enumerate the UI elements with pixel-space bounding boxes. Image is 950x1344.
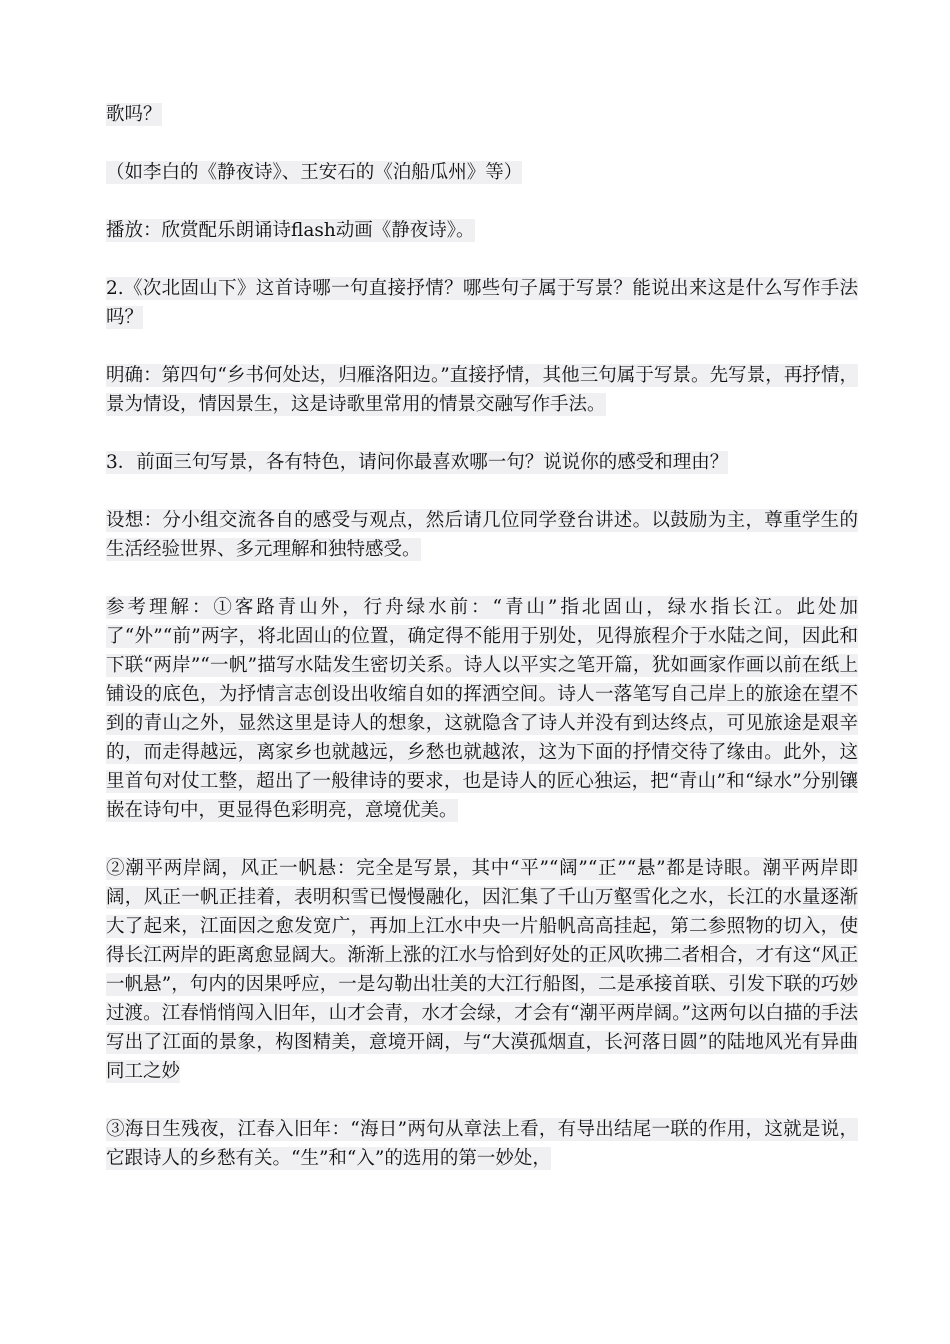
paragraph-1 [106, 100, 858, 129]
paragraph-5 [106, 361, 858, 419]
paragraph-5-text: 明确：第四句“乡书何处达，归雁洛阳边。”直接抒情，其他三句属于写景。先写景，再抒情，景为情设，情因景生，这是诗歌里常用的情景交融写作手法。 [106, 365, 858, 415]
paragraph-4-text: 2.《次北固山下》这首诗哪一句直接抒情？哪些句子属于写景？能说出来这是什么写作手法吗？ [106, 278, 858, 328]
paragraph-9 [106, 854, 858, 1086]
paragraph-3-text: 播放：欣赏配乐朗诵诗flash动画《静夜诗》。 [106, 220, 475, 241]
paragraph-3 [106, 216, 858, 245]
paragraph-7-text: 设想：分小组交流各自的感受与观点，然后请几位同学登台讲述。以鼓励为主，尊重学生的生活经验世界、多元理解和独特感受。 [106, 510, 858, 560]
document-page [106, 100, 858, 1202]
paragraph-10 [106, 1115, 858, 1173]
paragraph-2-text: （如李白的《静夜诗》、王安石的《泊船瓜州》等） [106, 162, 523, 183]
paragraph-9-text: ②潮平两岸阔，风正一帆悬：完全是写景，其中“平”“阔”“正”“悬”都是诗眼。潮平两岸即阔，风正一帆正挂着，表明积雪已慢慢融化，因汇集了千山万壑雪化之水，长江的水量逐渐大了起来，江面因之愈发宽广，再加上江水中央一片船帆高高挂起，第二参照物的切入，使得长江两岸的距离愈显阔大。渐渐上涨的江水与恰到好处的正风吹拂二者相合，才有这“风正一帆悬”，句内的因果呼应，一是勾勒出壮美的大江行船图，二是承接首联、引发下联的巧妙过渡。江春悄悄闯入旧年，山才会青，水才会绿，才会有“潮平两岸阔。”这两句以白描的手法写出了江面的景象，构图精美，意境开阔，与“大漠孤烟直，长河落日圆”的陆地风光有异曲同工之妙 [106, 858, 858, 1082]
paragraph-7 [106, 506, 858, 564]
paragraph-6-text: 3．前面三句写景，各有特色，请问你最喜欢哪一句？说说你的感受和理由？ [106, 452, 729, 473]
paragraph-10-text: ③海日生残夜，江春入旧年：“海日”两句从章法上看，有导出结尾一联的作用，这就是说，它跟诗人的乡愁有关。“生”和“入”的选用的第一妙处， [106, 1119, 858, 1169]
paragraph-8-text: 参考理解：①客路青山外，行舟绿水前：“青山”指北固山，绿水指长江。此处加了“外”“前”两字，将北固山的位置，确定得不能用于别处，见得旅程介于水陆之间，因此和下联“两岸”“一帆”描写水陆发生密切关系。诗人以平实之笔开篇，犹如画家作画以前在纸上铺设的底色，为抒情言志创设出收缩自如的挥洒空间。诗人一落笔写自己岸上的旅途在望不到的青山之外，显然这里是诗人的想象，这就隐含了诗人并没有到达终点，可见旅途是艰辛的，而走得越远，离家乡也就越远，乡愁也就越浓，这为下面的抒情交待了缘由。此外，这里首句对仗工整，超出了一般律诗的要求，也是诗人的匠心独运，把“青山”和“绿水”分别镶嵌在诗句中，更显得色彩明亮，意境优美。 [106, 597, 858, 821]
paragraph-4 [106, 274, 858, 332]
paragraph-1-text: 歌吗？ [106, 104, 162, 125]
paragraph-8 [106, 593, 858, 825]
paragraph-6 [106, 448, 858, 477]
paragraph-2 [106, 158, 858, 187]
